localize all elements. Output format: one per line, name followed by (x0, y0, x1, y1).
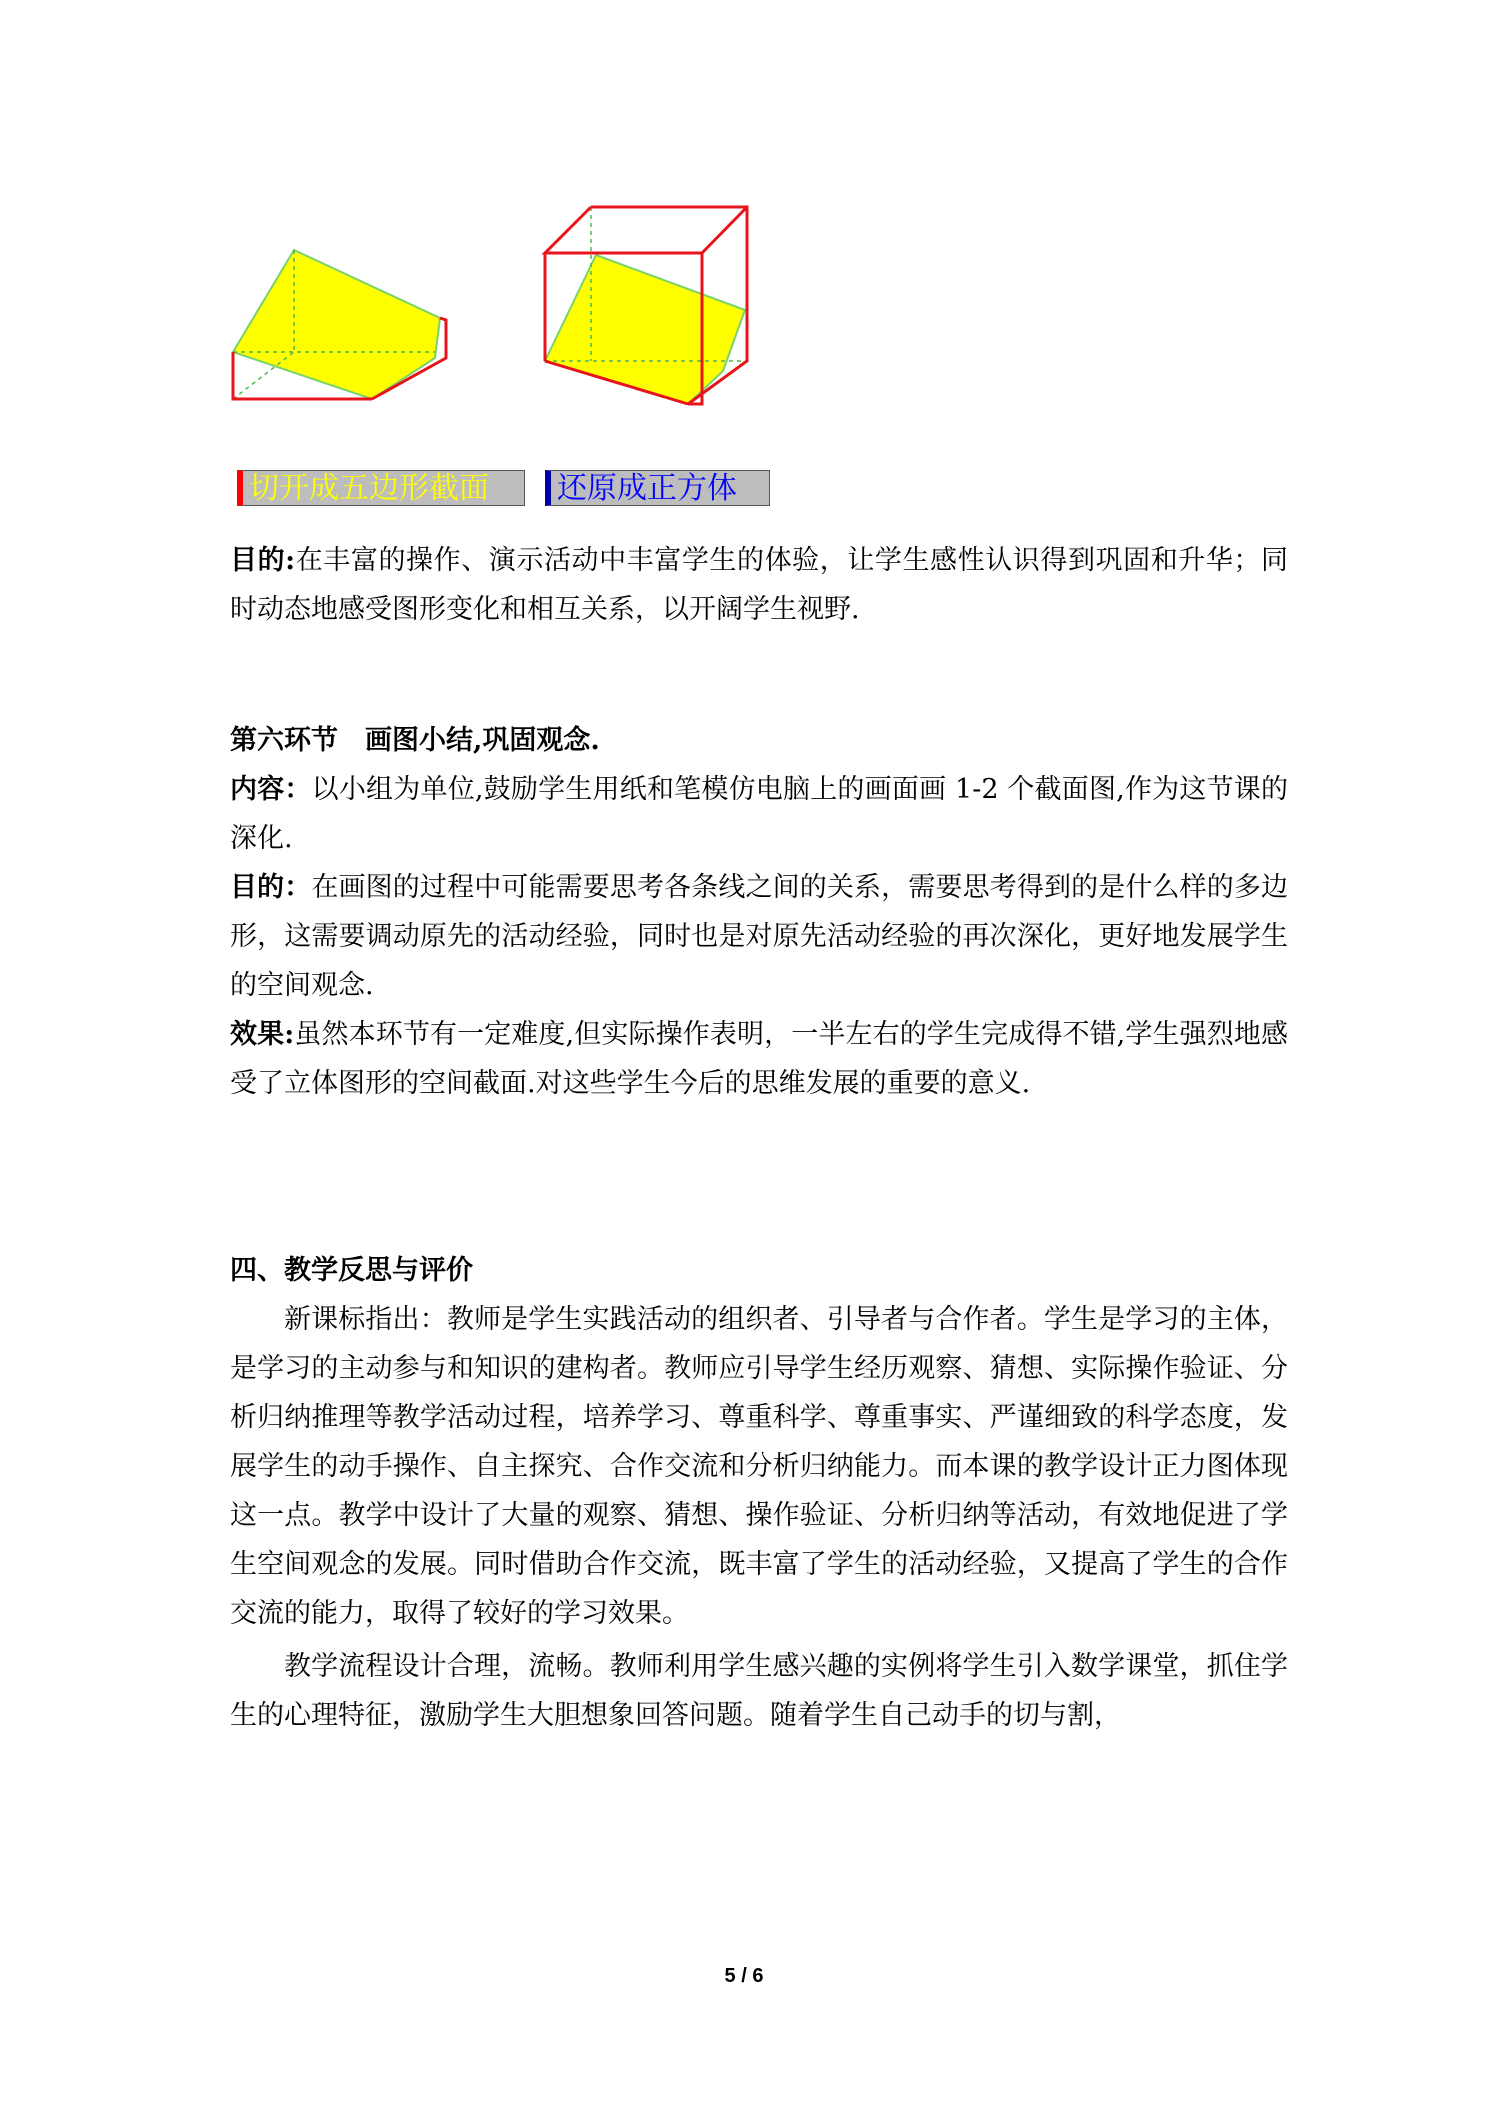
purpose-label-2: 目的： (230, 872, 312, 903)
reflection-paragraph-1: 新课标指出：教师是学生实践活动的组织者、引导者与合作者。学生是学习的主体，是学习的主动参与和知识的建构者。教师应引导学生经历观察、猜想、实际操作验证、分析归纳推理等教学活动过程，培养学习、尊重科学、尊重事实、严谨细致的科学态度，发展学生的动手操作、自主探究、合作交流和分析归纳能力。而本课的教学设计正力图体现这一点。教学中设计了大量的观察、猜想、操作验证、分析归纳等活动，有效地促进了学生空间观念的发展。同时借助合作交流，既丰富了学生的活动经验，又提高了学生的合作交流的能力，取得了较好的学习效果。 (230, 1304, 1288, 1629)
section-four-title: 四、教学反思与评价 (230, 1255, 473, 1286)
restore-cube-button[interactable]: 还原成正方体 (545, 470, 770, 506)
reflection-paragraph-2: 教学流程设计合理，流畅。教师利用学生感兴趣的实例将学生引入数学课堂，抓住学生的心理特征，激励学生大胆想象回答问题。随着学生自己动手的切与割， (230, 1651, 1288, 1731)
cube-figures (225, 195, 785, 425)
page-number: 5 / 6 (724, 1965, 764, 1987)
effect-text: 虽然本环节有一定难度,但实际操作表明，一半左右的学生完成得不错,学生强烈地感受了立体图形的空间截面.对这些学生今后的思维发展的重要的意义. (230, 1019, 1288, 1099)
pentagon-cut-solid (233, 250, 446, 399)
section-diagrams (225, 195, 785, 425)
content-text: 以小组为单位,鼓励学生用纸和笔模仿电脑上的画面画 1-2 个截面图,作为这节课的深化. (230, 774, 1289, 854)
section-four (230, 1246, 1288, 1740)
cube-with-section (545, 207, 747, 404)
purpose-block-1 (230, 536, 1288, 634)
purpose-label: 目的: (230, 545, 296, 576)
effect-label: 效果: (230, 1019, 295, 1050)
purpose-text: 在丰富的操作、演示活动中丰富学生的体验，让学生感性认识得到巩固和升华；同时动态地感受图形变化和相互关系，以开阔学生视野. (230, 545, 1289, 625)
cut-pentagon-button[interactable]: 切开成五边形截面 (237, 470, 525, 506)
content-label: 内容： (230, 774, 312, 805)
section-six (230, 716, 1288, 1108)
section-six-title: 第六环节 画图小结,巩固观念. (230, 725, 600, 756)
purpose-text-2: 在画图的过程中可能需要思考各条线之间的关系，需要思考得到的是什么样的多边形，这需要调动原先的活动经验，同时也是对原先活动经验的再次深化，更好地发展学生的空间观念. (230, 872, 1289, 1001)
